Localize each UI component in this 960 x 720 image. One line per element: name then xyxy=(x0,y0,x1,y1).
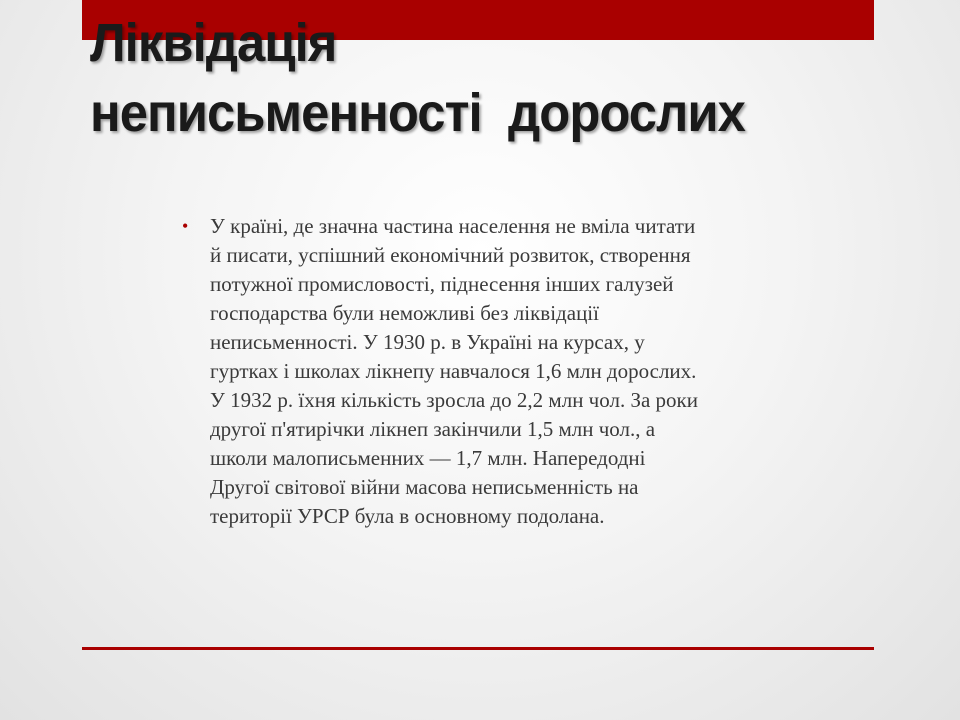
bullet-item xyxy=(182,212,782,531)
text-line: У країні, де значна частина населення не вміла читати xyxy=(210,214,696,238)
text-line: Другої світової війни масова неписьменність на xyxy=(210,475,639,499)
text-line: й писати, успішний економічний розвиток, створення xyxy=(210,243,691,267)
slide-title-line: Ліквідація xyxy=(90,13,337,73)
text-line: У 1932 р. їхня кількість зросла до 2,2 млн чол. За роки xyxy=(210,388,698,412)
slide-content xyxy=(182,212,782,531)
text-line: господарства були неможливі без ліквідації xyxy=(210,301,599,325)
text-line: школи малописьменних — 1,7 млн. Напередодні xyxy=(210,446,646,470)
text-line: території УРСР була в основному подолана. xyxy=(210,504,605,528)
text-line: неписьменності. У 1930 р. в Україні на курсах, у xyxy=(210,330,645,354)
bottom-divider xyxy=(82,647,874,650)
text-line: потужної промисловості, піднесення інших галузей xyxy=(210,272,674,296)
bullet-text xyxy=(210,212,698,531)
bullet-dot-icon: • xyxy=(182,216,189,236)
slide-title-line: неписьменності дорослих xyxy=(90,83,745,143)
text-line: другої п'ятирічки лікнеп закінчили 1,5 млн чол., а xyxy=(210,417,656,441)
slide-title xyxy=(90,8,823,148)
text-line: гуртках і школах лікнепу навчалося 1,6 млн дорослих. xyxy=(210,359,697,383)
